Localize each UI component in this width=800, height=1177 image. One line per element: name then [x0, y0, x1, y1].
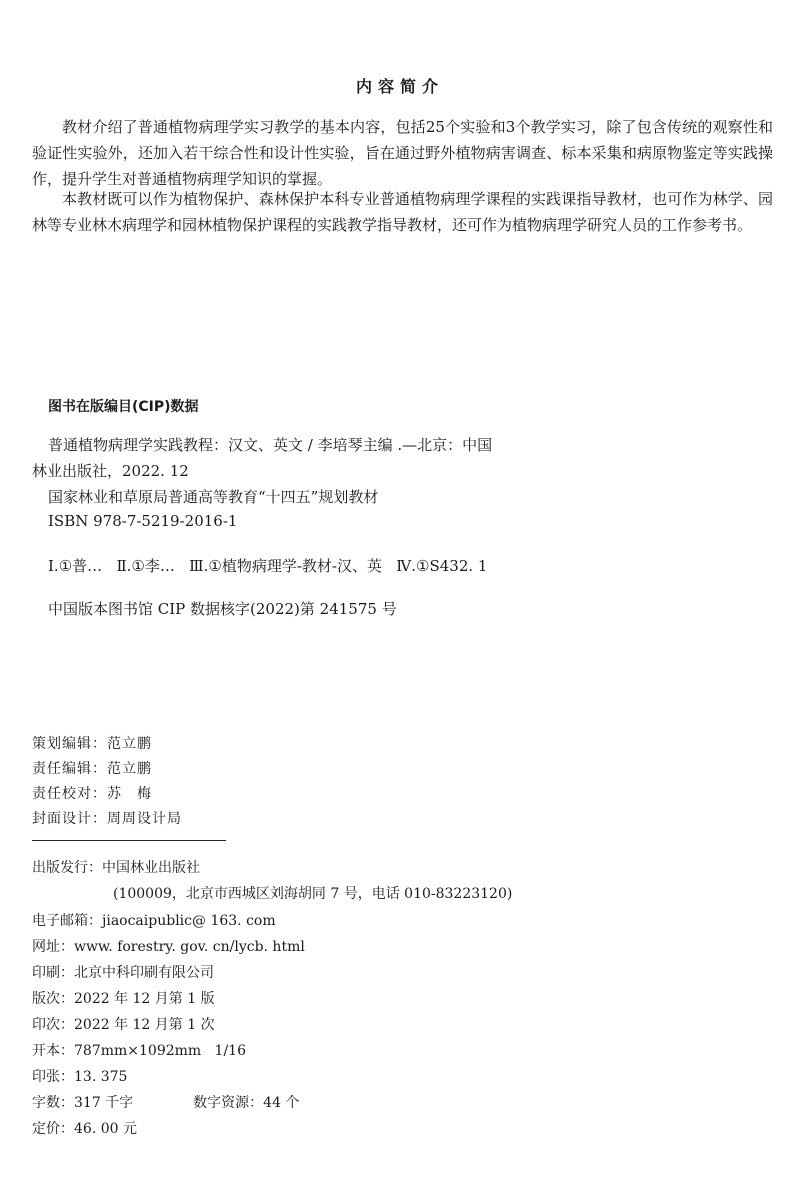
- printer-line: 印刷：北京中科印刷有限公司: [32, 965, 214, 981]
- credit-label: 责任校对：: [32, 786, 107, 802]
- credit-label: 责任编辑：: [32, 761, 107, 777]
- credit-label: 策划编辑：: [32, 736, 107, 752]
- intro-paragraph-2: 本教材既可以作为植物保护、森林保护本科专业普通植物病理学课程的实践课指导教材，也可作为林学、园林等专业林木病理学和园林植物保护课程的实践教学指导教材，还可作为植物病理学研究人员的工作参考书。: [32, 190, 773, 234]
- printing-line: 印次：2022 年 12 月第 1 次: [32, 1017, 215, 1033]
- edition-line: 版次：2022 年 12 月第 1 版: [32, 991, 215, 1007]
- sheets-line: 印张：13. 375: [32, 1069, 128, 1085]
- word-count-row: [32, 1092, 299, 1112]
- credit-row: [32, 808, 182, 828]
- cip-line-6: 中国版本图书馆 CIP 数据核字(2022)第 241575 号: [48, 600, 397, 618]
- cip-heading: 图书在版编目(CIP)数据: [48, 399, 199, 415]
- word-count: 字数：317 千字: [32, 1095, 134, 1111]
- credit-value: 范立鹏: [107, 736, 152, 752]
- credit-row: [32, 783, 152, 803]
- intro-paragraph-1: 教材介绍了普通植物病理学实习教学的基本内容，包括25个实验和3个教学实习，除了包含传统的观察性和验证性实验外，还加入若干综合性和设计性实验，旨在通过野外植物病害调查、标本采集和病原物鉴定等实践操作，提升学生对普通植物病理学知识的掌握。: [32, 118, 773, 188]
- cip-line-4: ISBN 978-7-5219-2016-1: [48, 512, 238, 530]
- email-line: 电子邮箱：jiaocaipublic@ 163. com: [32, 913, 276, 929]
- digital-resources: 数字资源：44 个: [193, 1095, 300, 1111]
- page-title: 内容简介: [355, 77, 444, 96]
- credit-row: [32, 758, 152, 778]
- credit-value: 苏 梅: [107, 786, 152, 802]
- cip-line-3: 国家林业和草原局普通高等教育“十四五”规划教材: [48, 488, 379, 506]
- cip-line-5: Ⅰ.①普… Ⅱ.①李… Ⅲ.①植物病理学-教材-汉、英 Ⅳ.①S432. 1: [48, 557, 488, 575]
- website-line: 网址：www. forestry. gov. cn/lycb. html: [32, 939, 305, 955]
- format-line: 开本：787mm×1092mm 1/16: [32, 1043, 246, 1059]
- address-line: (100009，北京市西城区刘海胡同 7 号，电话 010-83223120): [113, 886, 513, 902]
- credit-value: 周周设计局: [107, 811, 182, 827]
- cip-line-1: 普通植物病理学实践教程：汉文、英文 / 李培琴主编 .—北京：中国: [48, 436, 493, 454]
- price-line: 定价：46. 00 元: [32, 1121, 137, 1137]
- cip-line-2: 林业出版社，2022. 12: [32, 462, 189, 480]
- section-divider: [32, 840, 226, 841]
- credit-row: [32, 733, 152, 753]
- credit-value: 范立鹏: [107, 761, 152, 777]
- credit-label: 封面设计：: [32, 811, 107, 827]
- publisher-line: 出版发行：中国林业出版社: [32, 860, 200, 876]
